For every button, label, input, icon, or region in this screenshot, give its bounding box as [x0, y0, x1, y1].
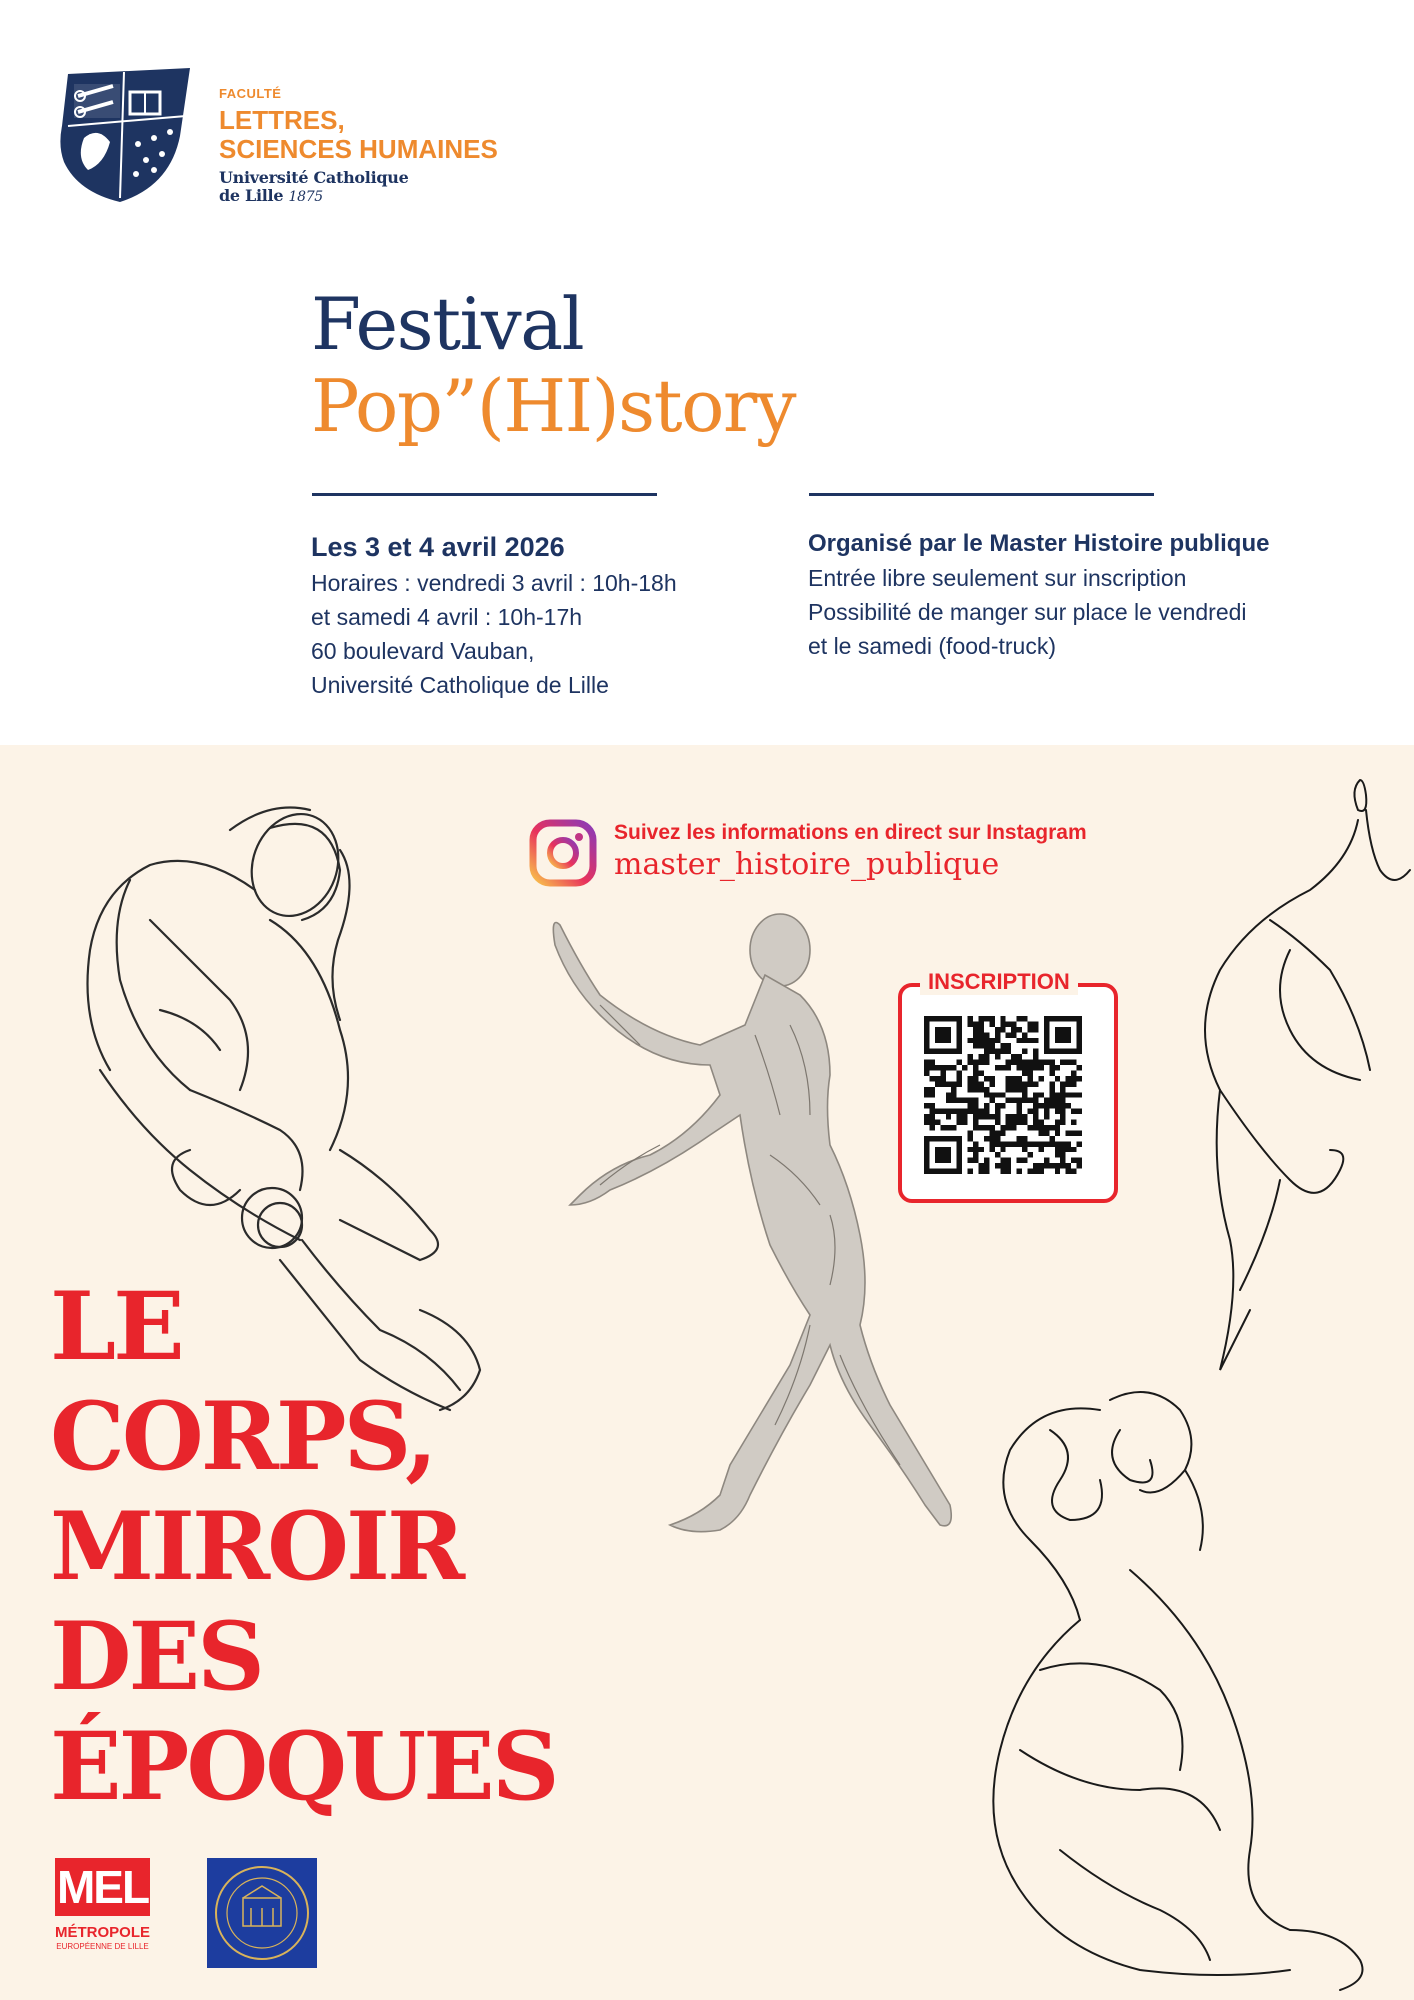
organizer-line-1: Entrée libre seulement sur inscription — [808, 565, 1187, 591]
mel-logo-line-1: MÉTROPOLE — [55, 1924, 151, 1941]
theme-line-3: MIROIR — [50, 1492, 463, 1602]
instagram-callout: Suivez les informations en direct sur Instagram — [614, 821, 1087, 844]
inscription-label: INSCRIPTION — [920, 969, 1078, 995]
organizer-block — [808, 527, 1269, 663]
organizer-line-2: Possibilité de manger sur place le vendredi — [808, 599, 1247, 625]
theme-line-4: DES — [50, 1602, 263, 1712]
university-year: 1875 — [288, 189, 323, 205]
faculty-label: FACULTÉ — [219, 86, 282, 101]
organizer-line-3: et le samedi (food-truck) — [808, 633, 1056, 659]
faculty-name-line-1: LETTRES, — [219, 105, 345, 135]
instagram-handle-link[interactable]: master_histoire_publique — [614, 847, 1000, 882]
dates-line-2: et samedi 4 avril : 10h-17h — [311, 604, 583, 630]
university-city: de Lille — [219, 186, 284, 205]
mel-logo — [55, 1858, 150, 1963]
theme-line-1: LE — [50, 1272, 182, 1382]
university-line-2 — [219, 187, 408, 206]
instagram-icon[interactable] — [529, 819, 597, 887]
dates-line-1: Horaires : vendredi 3 avril : 10h-18h — [311, 570, 677, 596]
mel-logo-line-2: EUROPÉENNE DE LILLE — [56, 1942, 149, 1951]
festival-title-line-2: Pop”(HI)story — [311, 364, 796, 448]
line-art-figure-right — [1180, 770, 1414, 1430]
faculty-name — [219, 106, 498, 164]
dates-line-3: 60 boulevard Vauban, — [311, 638, 535, 664]
university-name — [219, 169, 408, 206]
line-art-seated-figure — [960, 1370, 1414, 2000]
faculty-crest-logo — [58, 66, 200, 204]
organizer-heading: Organisé par le Master Histoire publique — [808, 530, 1270, 557]
divider-right — [809, 493, 1154, 496]
dates-line-4: Université Catholique de Lille — [311, 672, 609, 698]
theme-line-5: ÉPOQUES — [50, 1712, 557, 1822]
faculty-name-line-2: SCIENCES HUMAINES — [219, 134, 498, 164]
theme-title — [50, 1272, 557, 1822]
theme-line-2: CORPS, — [50, 1382, 435, 1492]
dates-heading: Les 3 et 4 avril 2026 — [311, 532, 565, 562]
anatomical-figure-illustration — [540, 905, 960, 1545]
dates-block — [311, 530, 677, 702]
university-line-1: Université Catholique — [219, 168, 409, 187]
festival-title-line-1: Festival — [311, 282, 584, 366]
master-histoire-publique-seal — [207, 1858, 317, 1968]
divider-left — [312, 493, 657, 496]
inscription-qr-code[interactable] — [924, 1016, 1082, 1174]
mel-logo-mark: MEL — [55, 1858, 150, 1916]
